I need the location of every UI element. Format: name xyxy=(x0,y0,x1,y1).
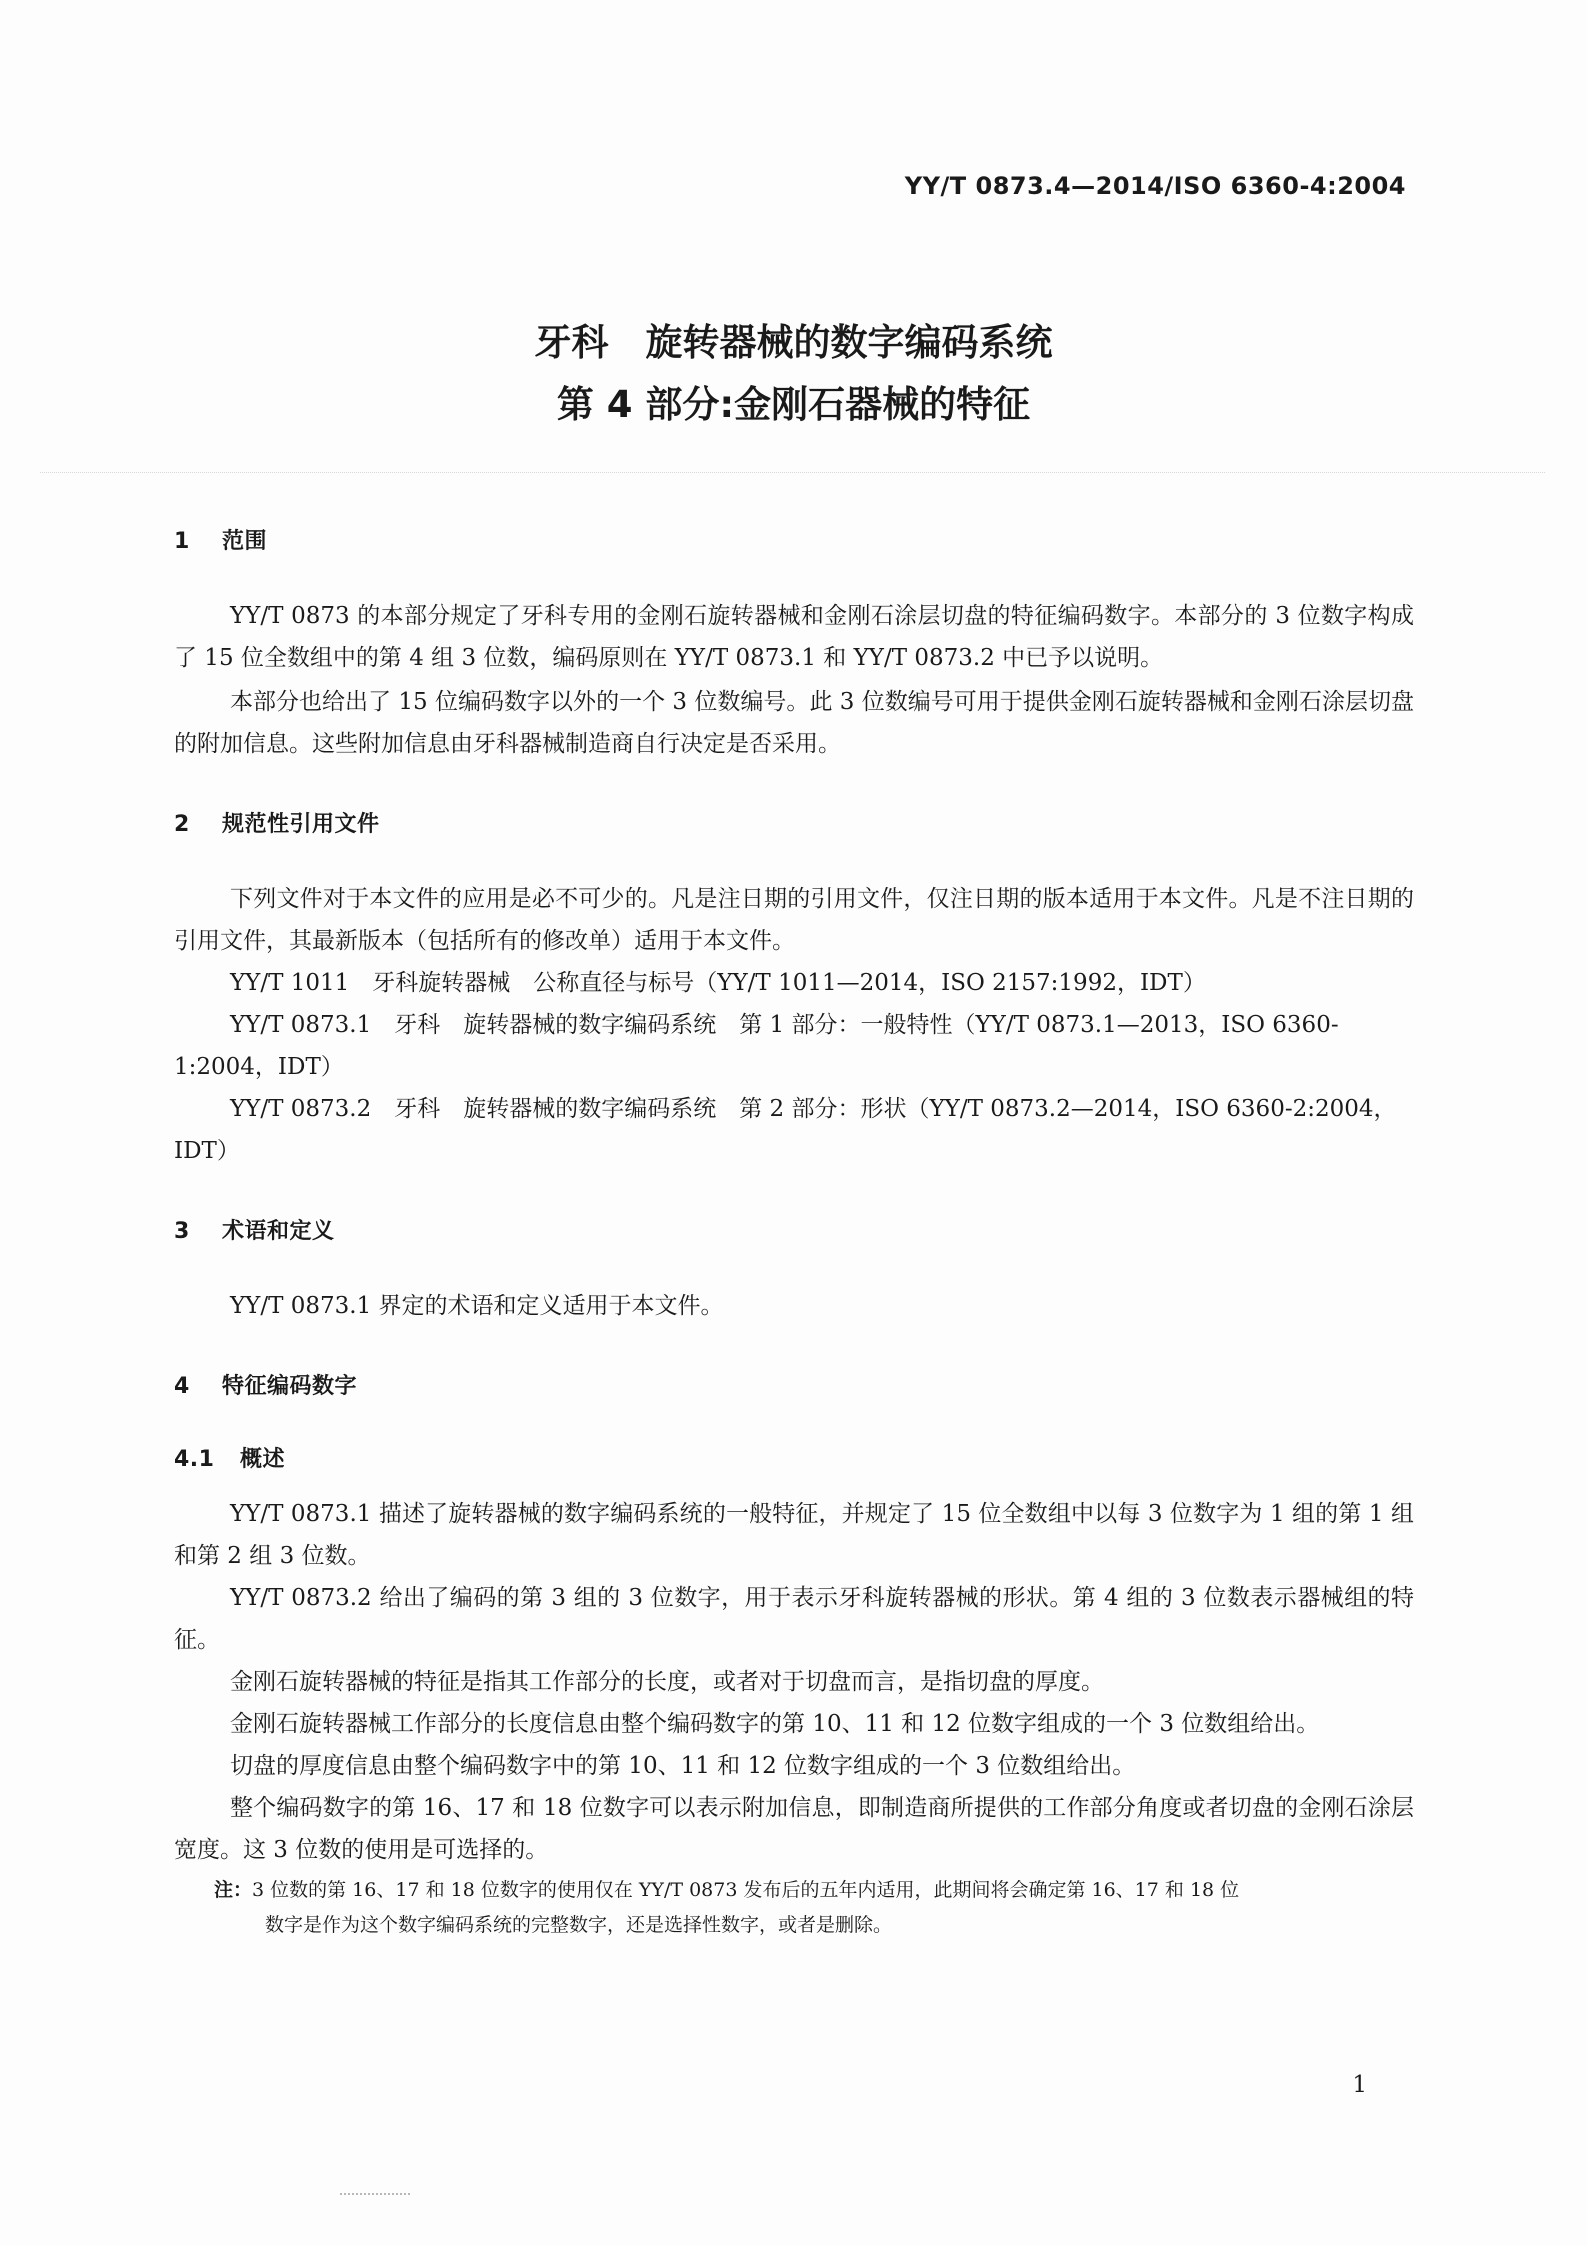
paragraph: YY/T 0873.1 界定的术语和定义适用于本文件。 xyxy=(230,1293,724,1319)
section-number: 3 xyxy=(174,1219,190,1244)
reference-item: YY/T 1011 牙科旋转器械 公称直径与标号（YY/T 1011—2014，ISO 2157:1992，IDT） xyxy=(230,970,1206,996)
title-line-1: 牙科 旋转器械的数字编码系统 xyxy=(534,321,1053,364)
paragraph: 金刚石旋转器械的特征是指其工作部分的长度，或者对于切盘而言，是指切盘的厚度。 xyxy=(230,1669,1104,1695)
section-heading-2 xyxy=(174,807,1414,838)
paragraph: YY/T 0873 的本部分规定了牙科专用的金刚石旋转器械和金刚石涂层切盘的特征编码数字。本部分的 3 位数字构成了 15 位全数组中的第 4 组 3 位数，编码原则在 YY/T 0873.1 和 YY/T 0873.2 中已予以说明。 xyxy=(174,603,1414,671)
paragraph: 金刚石旋转器械工作部分的长度信息由整个编码数字的第 10、11 和 12 位数字组成的一个 3 位数组给出。 xyxy=(230,1711,1320,1737)
section-heading-3 xyxy=(174,1214,1414,1245)
section-number: 4 xyxy=(174,1374,190,1399)
note-line-2: 数字是作为这个数字编码系统的完整数字，还是选择性数字，或者是删除。 xyxy=(265,1914,893,1936)
section-title: 范围 xyxy=(222,529,268,554)
title-separator xyxy=(40,472,1545,473)
scan-artifact xyxy=(340,2193,410,2195)
section-title: 规范性引用文件 xyxy=(222,812,380,837)
standard-number: YY/T 0873.4—2014/ISO 6360-4:2004 xyxy=(904,172,1406,200)
note-label: 注： xyxy=(214,1879,253,1901)
section-number: 2 xyxy=(174,812,190,837)
section-title: 术语和定义 xyxy=(222,1219,335,1244)
note-line-1 xyxy=(214,1873,1414,1908)
paragraph: 下列文件对于本文件的应用是必不可少的。凡是注日期的引用文件，仅注日期的版本适用于本文件。凡是不注日期的引用文件，其最新版本（包括所有的修改单）适用于本文件。 xyxy=(174,886,1414,954)
document-body xyxy=(174,520,1414,1943)
paragraph: 切盘的厚度信息由整个编码数字中的第 10、11 和 12 位数字组成的一个 3 位数组给出。 xyxy=(230,1753,1136,1779)
section-heading-1 xyxy=(174,524,1414,555)
paragraph: YY/T 0873.2 给出了编码的第 3 组的 3 位数字，用于表示牙科旋转器械的形状。第 4 组的 3 位数表示器械组的特征。 xyxy=(174,1585,1414,1653)
document-title xyxy=(0,312,1587,436)
section-title: 概述 xyxy=(240,1447,286,1472)
section-heading-4-1 xyxy=(174,1442,1414,1473)
section-number: 1 xyxy=(174,529,190,554)
note xyxy=(174,1873,1414,1943)
section-heading-4 xyxy=(174,1369,1414,1400)
paragraph: YY/T 0873.1 描述了旋转器械的数字编码系统的一般特征，并规定了 15 位全数组中以每 3 位数字为 1 组的第 1 组和第 2 组 3 位数。 xyxy=(174,1501,1414,1569)
paragraph: 本部分也给出了 15 位编码数字以外的一个 3 位数编号。此 3 位数编号可用于提供金刚石旋转器械和金刚石涂层切盘的附加信息。这些附加信息由牙科器械制造商自行决定是否采用。 xyxy=(174,689,1414,757)
section-number: 4.1 xyxy=(174,1447,215,1472)
reference-item: YY/T 0873.1 牙科 旋转器械的数字编码系统 第 1 部分：一般特性（YY/T 0873.1—2013，ISO 6360-1:2004，IDT） xyxy=(174,1012,1339,1080)
reference-item: YY/T 0873.2 牙科 旋转器械的数字编码系统 第 2 部分：形状（YY/T 0873.2—2014，ISO 6360-2:2004，IDT） xyxy=(174,1096,1397,1164)
paragraph: 整个编码数字的第 16、17 和 18 位数字可以表示附加信息，即制造商所提供的工作部分角度或者切盘的金刚石涂层宽度。这 3 位数的使用是可选择的。 xyxy=(174,1795,1414,1863)
page-number: 1 xyxy=(1352,2072,1367,2098)
section-title: 特征编码数字 xyxy=(222,1374,358,1399)
title-line-2: 第 4 部分:金刚石器械的特征 xyxy=(556,383,1031,426)
note-text: 3 位数的第 16、17 和 18 位数字的使用仅在 YY/T 0873 发布后的五年内适用，此期间将会确定第 16、17 和 18 位 xyxy=(252,1879,1240,1901)
